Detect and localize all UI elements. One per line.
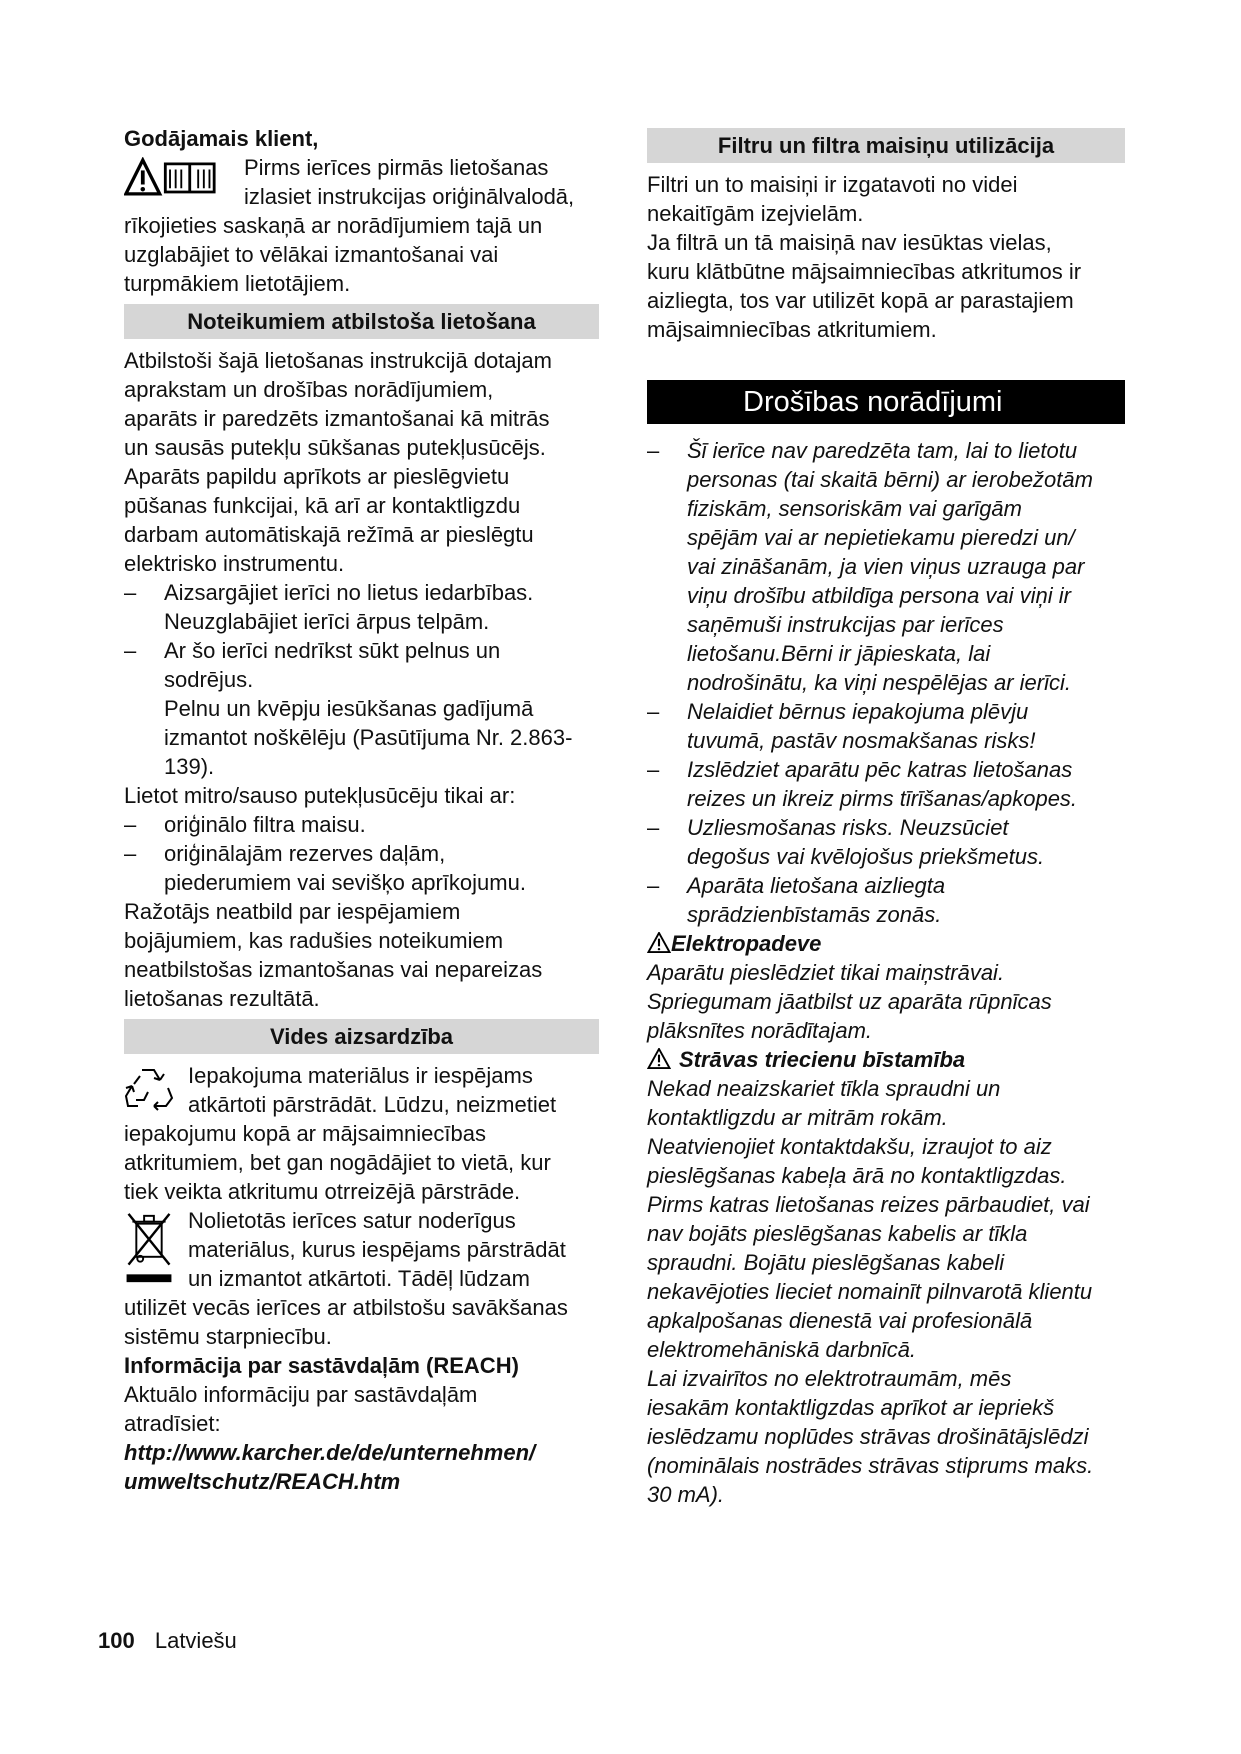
text-line: ieslēdzamu noplūdes strāvas drošinātājslēdzi xyxy=(647,1424,1089,1449)
list-item xyxy=(124,810,599,839)
safety-heading: Drošības norādījumi xyxy=(647,380,1125,424)
text-line: nekavējoties lieciet nomainīt pilnvarotā klientu xyxy=(647,1279,1093,1304)
intro-line: rīkojieties saskaņā ar norādījumiem tajā un xyxy=(124,213,543,238)
intro-line: turpmākiem lietotājiem. xyxy=(124,271,351,296)
text-line: Spriegumam jāatbilst uz aparāta rūpnīcas xyxy=(647,989,1052,1014)
text-line: Lietot mitro/sauso putekļusūcēju tikai ar: xyxy=(124,783,516,808)
dash: – xyxy=(647,873,660,898)
text-line: darbam automātiskajā režīmā ar pieslēgtu xyxy=(124,522,534,547)
list-line: vai zināšanām, ja vien viņus uzrauga par xyxy=(687,554,1085,579)
text-line: iepakojumu kopā ar mājsaimniecības xyxy=(124,1121,486,1146)
text-line: Aparātu pieslēdziet tikai maiņstrāvai. xyxy=(647,960,1005,985)
shock-heading xyxy=(647,1045,1125,1074)
crossed-bin-icon xyxy=(124,1210,174,1288)
right-column xyxy=(647,128,1125,1509)
list-line: fiziskām, sensoriskām vai garīgām xyxy=(687,496,1022,521)
intro-line: Pirms ierīces pirmās lietošanas xyxy=(244,155,549,180)
page-footer xyxy=(98,1628,237,1654)
dash: – xyxy=(647,438,660,463)
left-column xyxy=(124,124,599,1496)
dash: – xyxy=(124,812,137,837)
list-line: Nelaidiet bērnus iepakojuma plēvju xyxy=(687,699,1029,724)
text-line: tiek veikta atkritumu otrreizējā pārstrāde. xyxy=(124,1179,521,1204)
recycle-icon xyxy=(124,1065,174,1111)
list-line: saņēmuši instrukcijas par ierīces xyxy=(687,612,1004,637)
intro-line: uzglabājiet to vēlākai izmantošanai vai xyxy=(124,242,499,267)
text-line: lietošanas rezultātā. xyxy=(124,986,320,1011)
text-line: un sausās putekļu sūkšanas putekļusūcējs. xyxy=(124,435,546,460)
dash: – xyxy=(124,580,137,605)
electric-heading xyxy=(647,929,1125,958)
text-line: nav bojāts pieslēgšanas kabelis ar tīkla xyxy=(647,1221,1028,1246)
list-item xyxy=(124,839,599,897)
list-line: Uzliesmošanas risks. Neuzsūciet xyxy=(687,815,1009,840)
text-line: aparāts ir paredzēts izmantošanai kā mitrās xyxy=(124,406,550,431)
dash: – xyxy=(647,757,660,782)
dash: – xyxy=(647,815,660,840)
list-line: izmantot noškēlēju (Pasūtījuma Nr. 2.863- xyxy=(164,725,573,750)
text-line: atkritumiem, bet gan nogādājiet to vietā, kur xyxy=(124,1150,551,1175)
list-line: Izslēdziet aparātu pēc katras lietošanas xyxy=(687,757,1073,782)
text-line: apkalpošanas dienestā vai profesionālā xyxy=(647,1308,1033,1333)
text-line: bojājumiem, kas radušies noteikumiem xyxy=(124,928,504,953)
list-line: Šī ierīce nav paredzēta tam, lai to lietotu xyxy=(687,438,1078,463)
list-line: piederumiem vai sevišķo aprīkojumu. xyxy=(164,870,526,895)
text-line: plāksnītes norādītajam. xyxy=(647,1018,873,1043)
list-item xyxy=(647,697,1125,755)
list-item xyxy=(647,755,1125,813)
dash: – xyxy=(124,841,137,866)
reach-link[interactable]: http://www.karcher.de/de/unternehmen/ xyxy=(124,1440,536,1465)
text-line: utilizēt vecās ierīces ar atbilstošu savākšanas xyxy=(124,1295,568,1320)
page-number: 100 xyxy=(98,1628,135,1653)
text-line: pieslēgšanas kabeļa ārā no kontaktligzdas. xyxy=(647,1163,1067,1188)
list-line: Neuzglabājiet ierīci ārpus telpām. xyxy=(164,609,490,634)
electric-title: Elektropadeve xyxy=(671,931,822,956)
list-line: 139). xyxy=(164,754,215,779)
reach-heading: Informācija par sastāvdaļām (REACH) xyxy=(124,1353,519,1378)
text-line: Atbilstoši šajā lietošanas instrukcijā dotajam xyxy=(124,348,552,373)
list-line: oriģinālo filtra maisu. xyxy=(164,812,366,837)
text-line: elektrisko instrumentu. xyxy=(124,551,345,576)
section-heading-environment: Vides aizsardzība xyxy=(124,1019,599,1054)
section-heading-intended-use: Noteikumiem atbilstoša lietošana xyxy=(124,304,599,339)
text-line: iesakām kontaktligzdas aprīkot ar iepriekš xyxy=(647,1395,1055,1420)
text-line: nekaitīgām izejvielām. xyxy=(647,201,864,226)
text-line: Filtri un to maisiņi ir izgatavoti no videi xyxy=(647,172,1018,197)
dash: – xyxy=(647,699,660,724)
list-line: spējām vai ar nepietiekamu pieredzi un/ xyxy=(687,525,1075,550)
text-line: kuru klātbūtne mājsaimniecības atkritumos ir xyxy=(647,259,1082,284)
text-line: pūšanas funkcijai, kā arī ar kontaktligzdu xyxy=(124,493,521,518)
text-line: Neatvienojiet kontaktdakšu, izraujot to aiz xyxy=(647,1134,1052,1159)
text-line: atkārtoti pārstrādāt. Lūdzu, neizmetiet xyxy=(188,1092,557,1117)
text-line: spraudni. Bojātu pieslēgšanas kabeli xyxy=(647,1250,1005,1275)
list-line: Aparāta lietošana aizliegta xyxy=(687,873,946,898)
list-line: oriģinālajām rezerves daļām, xyxy=(164,841,446,866)
list-line: sodrējus. xyxy=(164,667,254,692)
intro-line: izlasiet instrukcijas oriģinālvalodā, xyxy=(244,184,575,209)
list-item xyxy=(647,871,1125,929)
weee-block xyxy=(124,1206,599,1351)
text-line: Aktuālo informāciju par sastāvdaļām xyxy=(124,1382,478,1407)
recycling-block xyxy=(124,1061,599,1206)
list-line: Aizsargājiet ierīci no lietus iedarbības. xyxy=(164,580,534,605)
list-line: reizes un ikreiz pirms tīrīšanas/apkopes. xyxy=(687,786,1078,811)
intro xyxy=(124,153,599,298)
list-line: Ar šo ierīci nedrīkst sūkt pelnus un xyxy=(164,638,501,663)
list-line: lietošanu.Bērni ir jāpieskata, lai xyxy=(687,641,991,666)
text-line: un izmantot atkārtoti. Tādēļ lūdzam xyxy=(188,1266,530,1291)
text-line: sistēmu starpniecību. xyxy=(124,1324,332,1349)
text-line: elektromehāniskā darbnīcā. xyxy=(647,1337,917,1362)
text-line: Pirms katras lietošanas reizes pārbaudiet, vai xyxy=(647,1192,1090,1217)
list-line: nodrošinātu, ka viņi nespēlējas ar ierīci. xyxy=(687,670,1071,695)
text-line: aprakstam un drošības norādījumiem, xyxy=(124,377,494,402)
text-line: neatbilstošas izmantošanas vai nepareizas xyxy=(124,957,543,982)
greeting: Godājamais klient, xyxy=(124,126,319,151)
text-line: Ja filtrā un tā maisiņā nav iesūktas vielas, xyxy=(647,230,1052,255)
text-line: mājsaimniecības atkritumiem. xyxy=(647,317,937,342)
text-line: Aparāts papildu aprīkots ar pieslēgvietu xyxy=(124,464,510,489)
text-line: kontaktligzdu ar mitrām rokām. xyxy=(647,1105,948,1130)
warning-icon xyxy=(647,1048,671,1069)
list-line: sprādzienbīstamās zonās. xyxy=(687,902,942,927)
list-item xyxy=(647,436,1125,697)
text-line: Nekad neaizskariet tīkla spraudni un xyxy=(647,1076,1001,1101)
warning-icon xyxy=(647,932,671,953)
text-line: atradīsiet: xyxy=(124,1411,221,1436)
list-item xyxy=(124,578,599,636)
list-line: tuvumā, pastāv nosmakšanas risks! xyxy=(687,728,1036,753)
section-heading-filter: Filtru un filtra maisiņu utilizācija xyxy=(647,128,1125,163)
footer-language: Latviešu xyxy=(154,1628,237,1653)
list-item xyxy=(647,813,1125,871)
text-line: 30 mA). xyxy=(647,1482,725,1507)
list-line: personas (tai skaitā bērni) ar ierobežotām xyxy=(687,467,1093,492)
text-line: Nolietotās ierīces satur noderīgus xyxy=(188,1208,516,1233)
text-line: Ražotājs neatbild par iespējamiem xyxy=(124,899,461,924)
dash: – xyxy=(124,638,137,663)
text-line: aizliegta, tos var utilizēt kopā ar parastajiem xyxy=(647,288,1074,313)
text-line: (nominālais nostrādes strāvas stiprums maks. xyxy=(647,1453,1094,1478)
shock-title: Strāvas triecienu bīstamība xyxy=(679,1047,966,1072)
text-line: Lai izvairītos no elektrotraumām, mēs xyxy=(647,1366,1012,1391)
text-line: Iepakojuma materiālus ir iespējams xyxy=(188,1063,533,1088)
list-line: viņu drošību atbildīga persona vai viņi ir xyxy=(687,583,1071,608)
list-item xyxy=(124,636,599,781)
reach-link[interactable]: umweltschutz/REACH.htm xyxy=(124,1469,401,1494)
list-line: Pelnu un kvēpju iesūkšanas gadījumā xyxy=(164,696,534,721)
list-line: degošus vai kvēlojošus priekšmetus. xyxy=(687,844,1045,869)
text-line: materiālus, kurus iespējams pārstrādāt xyxy=(188,1237,566,1262)
warning-manual-icon xyxy=(124,157,232,197)
